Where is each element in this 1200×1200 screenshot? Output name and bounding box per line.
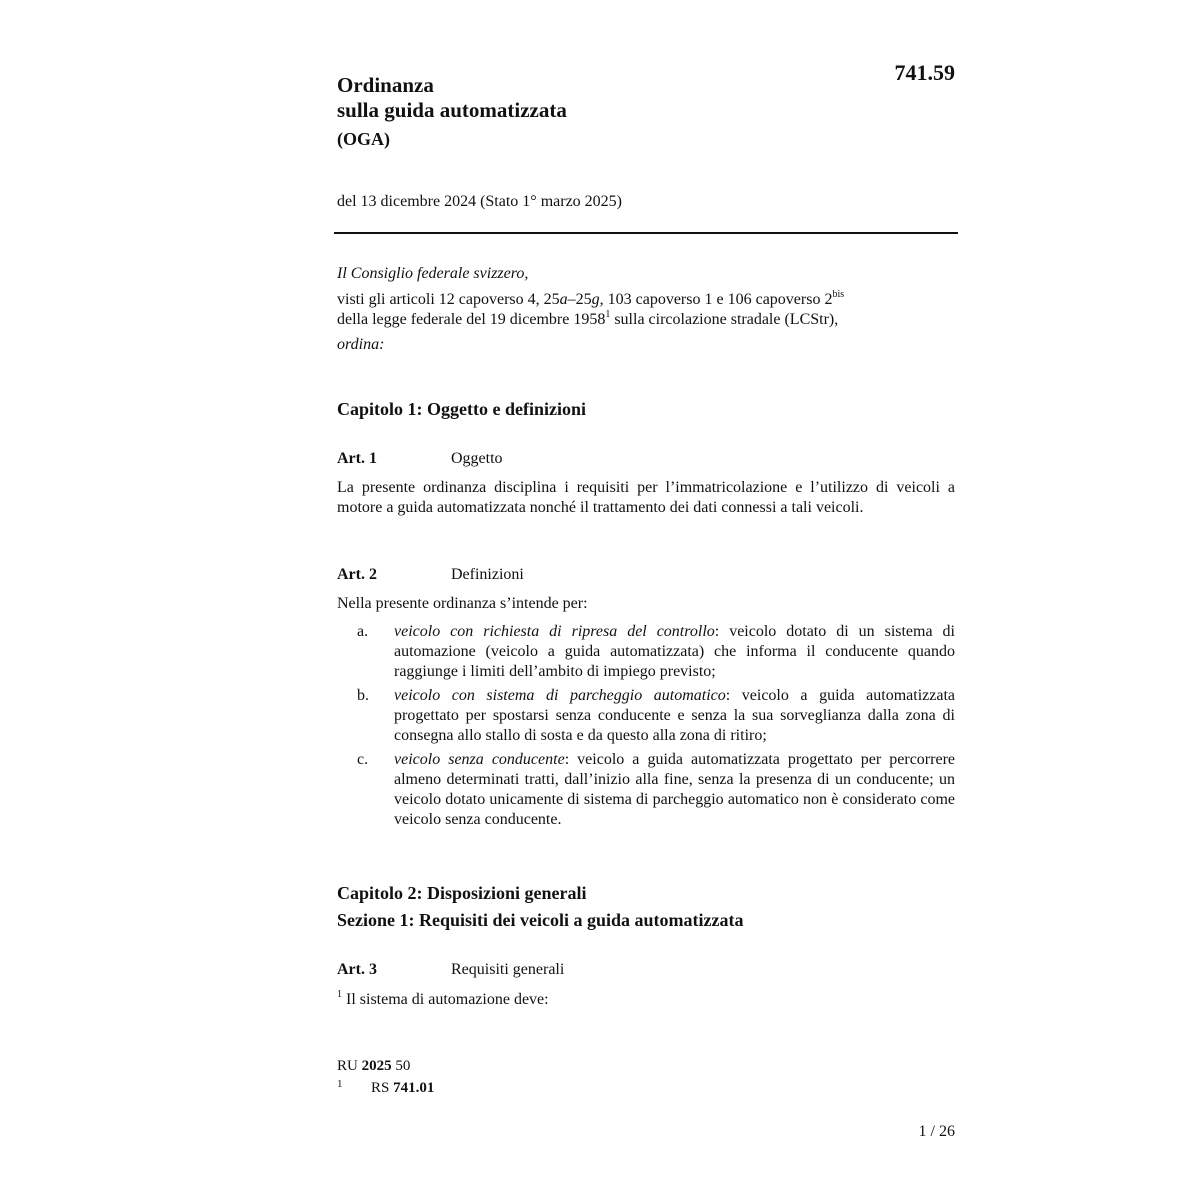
preamble-issuer: Il Consiglio federale svizzero,: [337, 265, 529, 282]
title-line-2: sulla guida automatizzata: [337, 98, 567, 122]
date-status-line: del 13 dicembre 2024 (Stato 1° marzo 2025): [337, 193, 622, 210]
article-2-intro: Nella presente ordinanza s’intende per:: [337, 595, 588, 612]
article-2-heading: [337, 566, 524, 584]
chapter-2-heading: Capitolo 2: Disposizioni generali Sezione 1: Requisiti dei veicoli a guida automatizzata: [337, 880, 743, 934]
article-1-text: La presente ordinanza disciplina i requisiti per l’immatricolazione e l’utilizzo di veicoli a motore a guida automatizzata nonché il trattamento dei dati connessi a tali veicoli.: [337, 479, 955, 516]
article-3-para-1: $^1$ Il sistema di automazione deve:: [337, 988, 549, 1008]
footnote-ref[interactable]: 1: [605, 308, 611, 320]
document-title: [337, 73, 567, 123]
footnote-1: 1 RS 741.01: [337, 1078, 435, 1096]
article-1-heading: [337, 450, 503, 468]
preamble-ordains: ordina:: [337, 336, 385, 353]
article-number: Art. 1: [337, 450, 377, 467]
title-abbreviation: (OGA): [337, 129, 390, 149]
preamble-legal-basis: visti gli articoli 12 capoverso 4, 25a–25g, 103 capoverso 1 e 106 capoverso $2^{bis}$ della legge federale del 19 dicembre 1958$^1$ sulla circolazione stradale (LCStr),: [337, 288, 845, 328]
article-title: Oggetto: [451, 450, 503, 467]
chapter-1-heading: Capitolo 1: Oggetto e definizioni: [337, 399, 586, 419]
article-number: Art. 2: [337, 566, 377, 583]
article-number: Art. 3: [337, 961, 377, 978]
sr-number: 741.59: [894, 60, 955, 85]
definitions-list: [357, 622, 955, 834]
article-title: Definizioni: [451, 566, 524, 583]
list-item: c. veicolo senza conducente: veicolo a guida automatizzata progettato per percorrere almeno determinati tratti, dall’inizio alla fine, senza la presenza di un conducente; un veicolo dotato unicamente di sistema di parcheggio automatico non è considerato come veicolo senza conducente.: [357, 751, 955, 828]
article-title: Requisiti generali: [451, 961, 565, 978]
title-line-1: Ordinanza: [337, 73, 434, 97]
article-3-heading: [337, 961, 564, 979]
document-page: [337, 0, 957, 1200]
section-1-heading: Sezione 1: Requisiti dei veicoli a guida automatizzata: [337, 910, 744, 930]
list-item: b. veicolo con sistema di parcheggio automatico: veicolo a guida automatizzata progettato per spostarsi senza conducente e senza la sua sorveglianza dalla zona di consegna allo stallo di sosta e da questo alla zona di ritiro;: [357, 687, 956, 744]
page-number: 1 / 26: [918, 1123, 955, 1140]
list-item: a. veicolo con richiesta di ripresa del controllo: veicolo dotato di un sistema di automazione (veicolo a guida automatizzata) che informa il conducente quando raggiunge i limiti dell’ambito di impiego previsto;: [357, 623, 955, 680]
header-divider: [334, 232, 958, 234]
official-compilation-ref: RU 2025 50: [337, 1058, 411, 1074]
preamble: [337, 264, 957, 355]
